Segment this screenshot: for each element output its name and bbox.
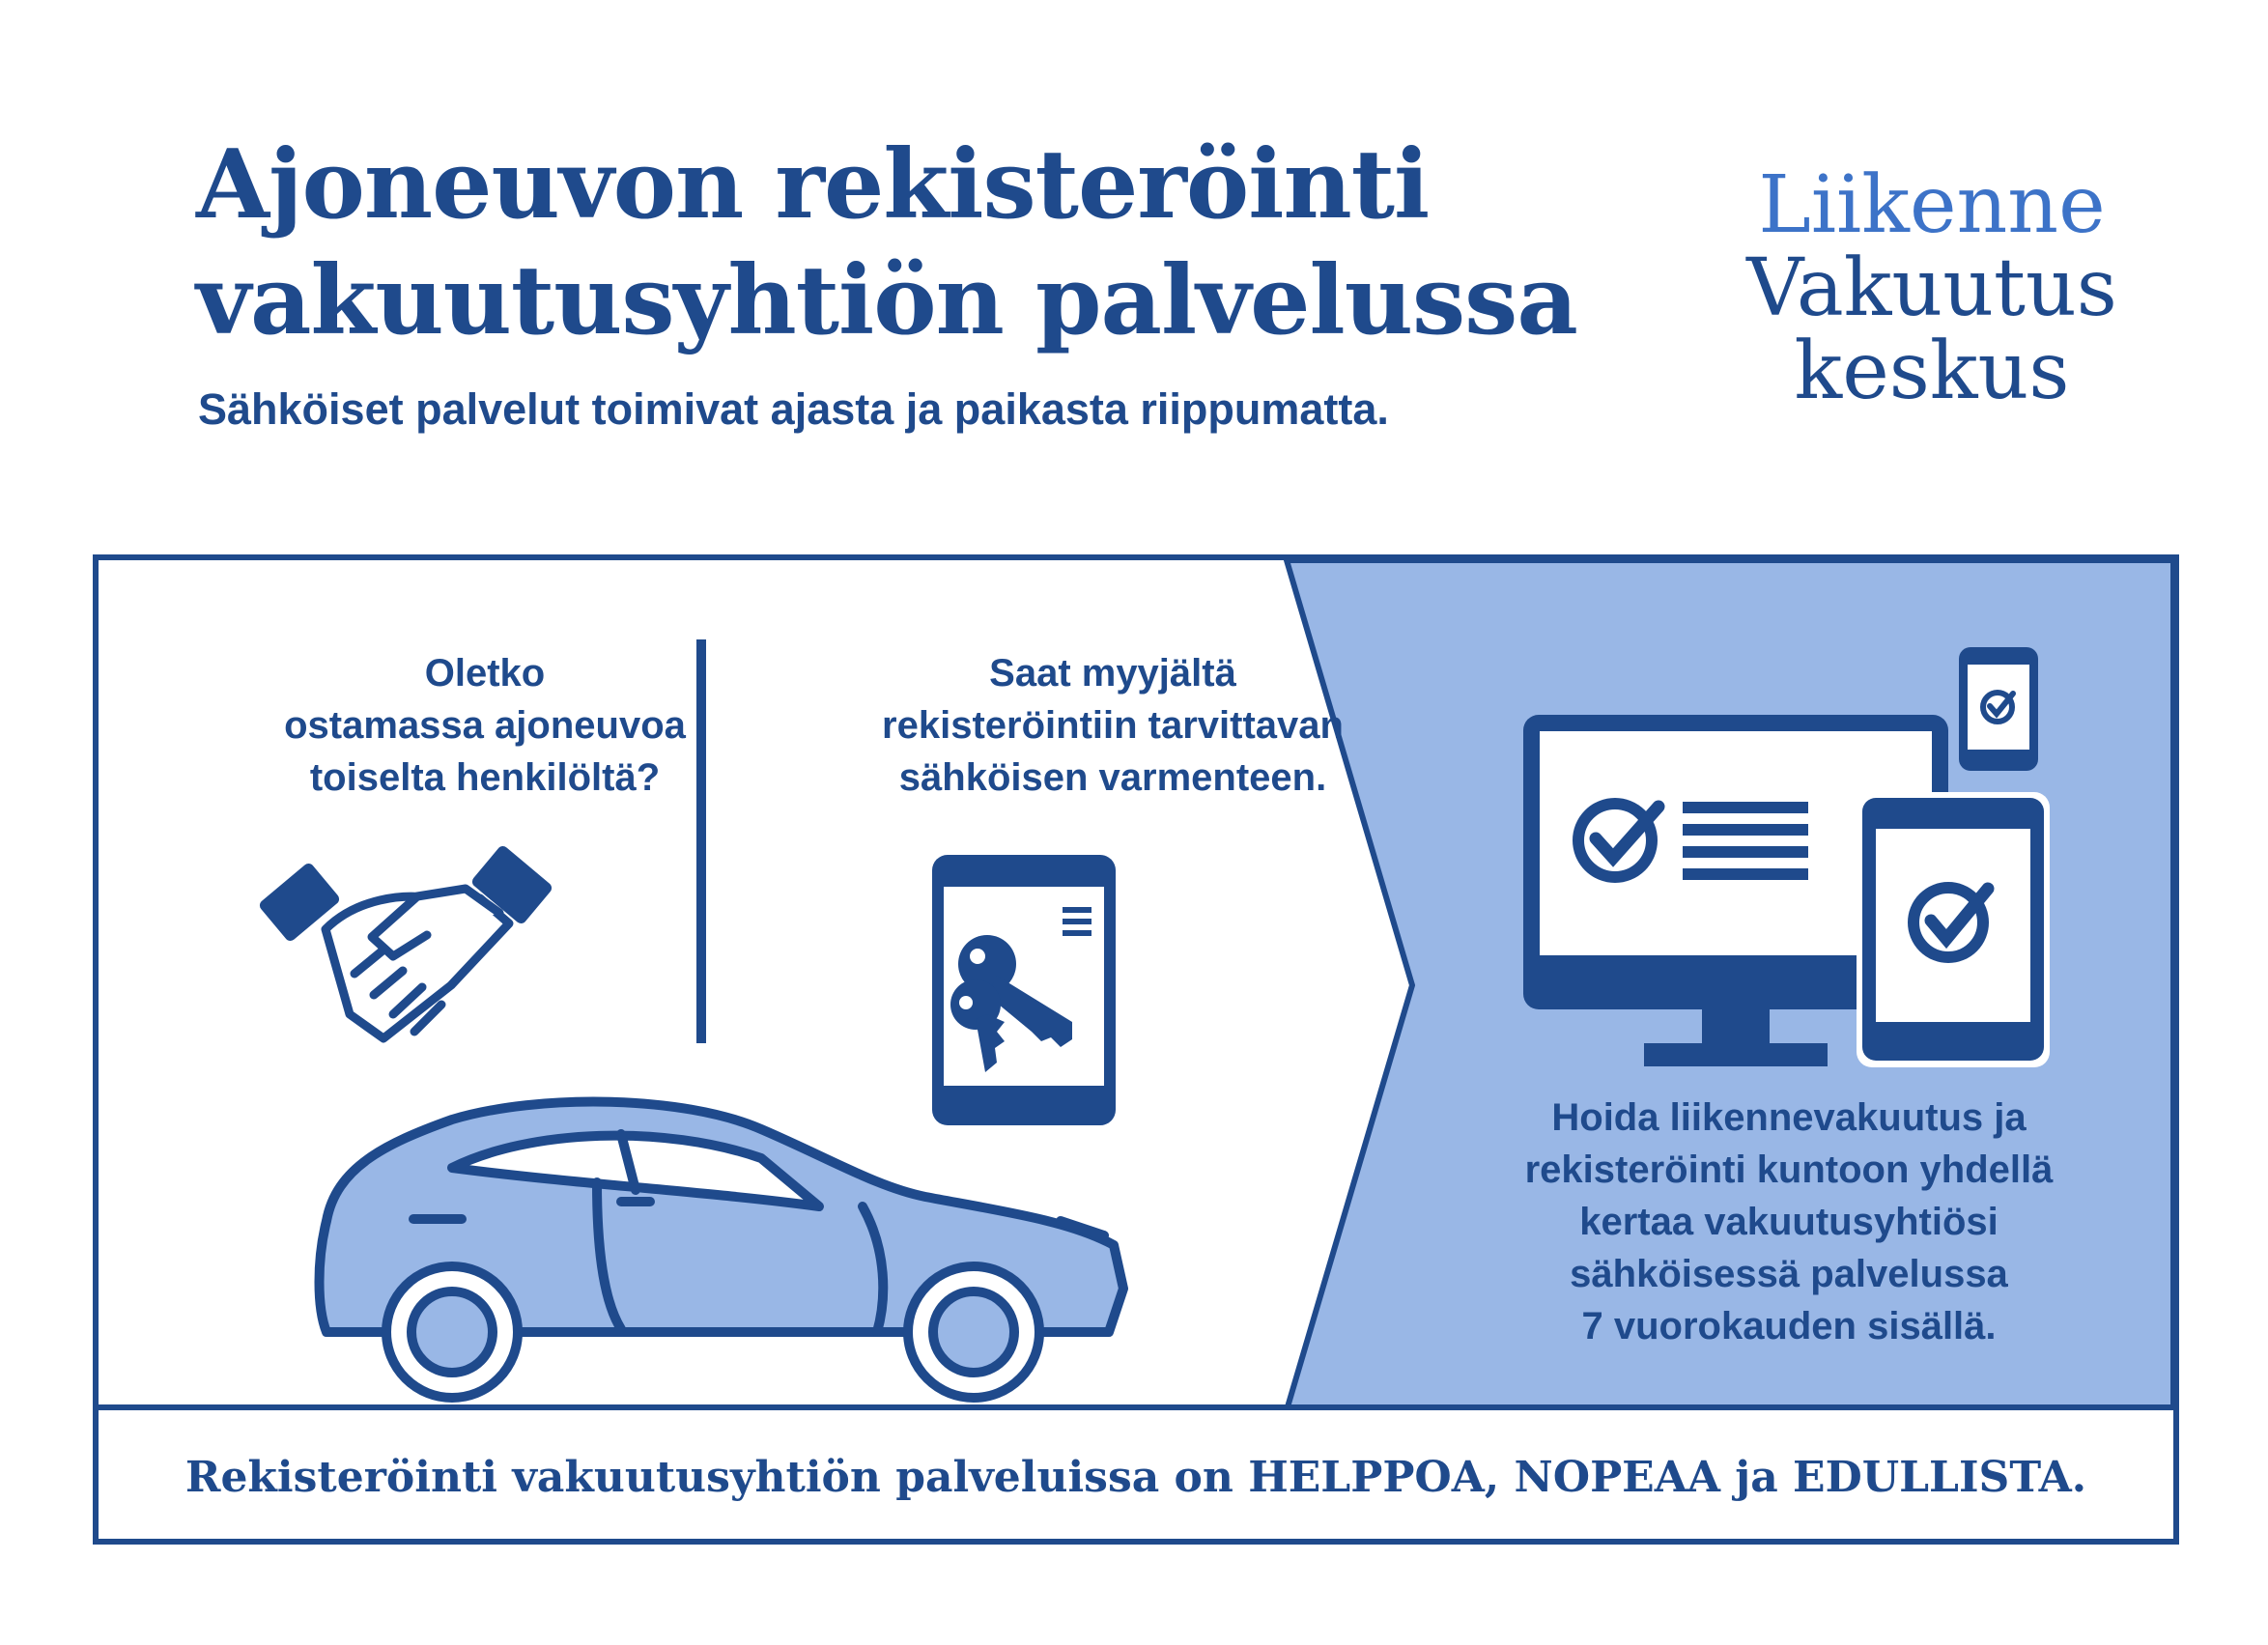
page-subtitle: Sähköiset palvelut toimivat ajasta ja paikasta riippumatta. [198,384,1389,434]
logo-line-3: keskus [1794,326,2070,417]
step-3-text: Hoida liikennevakuutus ja rekisteröinti kuntoon yhdellä kertaa vakuutusyhtiösi sähköisessä palvelussa 7 vuorokauden sisällä. [1524,1096,2054,1347]
liikennevakuutuskeskus-logo [1719,159,2144,417]
title-line-1: Ajoneuvon rekisteröinti [196,129,1430,241]
step-1-text: Oletko ostamassa ajoneuvoa toiselta henkilöltä? [284,652,686,799]
title-line-2: vakuutusyhtiön palvelussa [196,245,1577,356]
footer-banner [99,1404,2173,1545]
logo-line-2: Vakuutus [1746,242,2117,334]
page-title [196,128,1577,359]
tablet [1857,792,2050,1067]
car-icon [307,1076,1196,1404]
info-panel [93,554,2179,1545]
footer-text: Rekisteröinti vakuutusyhtiön palveluissa on HELPPOA, NOPEAA ja EDULLISTA. [184,1453,2087,1502]
step-2-text: Saat myyjältä rekisteröintiin tarvittavan sähköisen varmenteen. [882,652,1344,799]
handshake-icon [258,840,567,1063]
smartphone [1959,647,2038,771]
devices-check-icon [1518,647,2059,1072]
logo-line-1: Liikenne [1758,159,2106,251]
